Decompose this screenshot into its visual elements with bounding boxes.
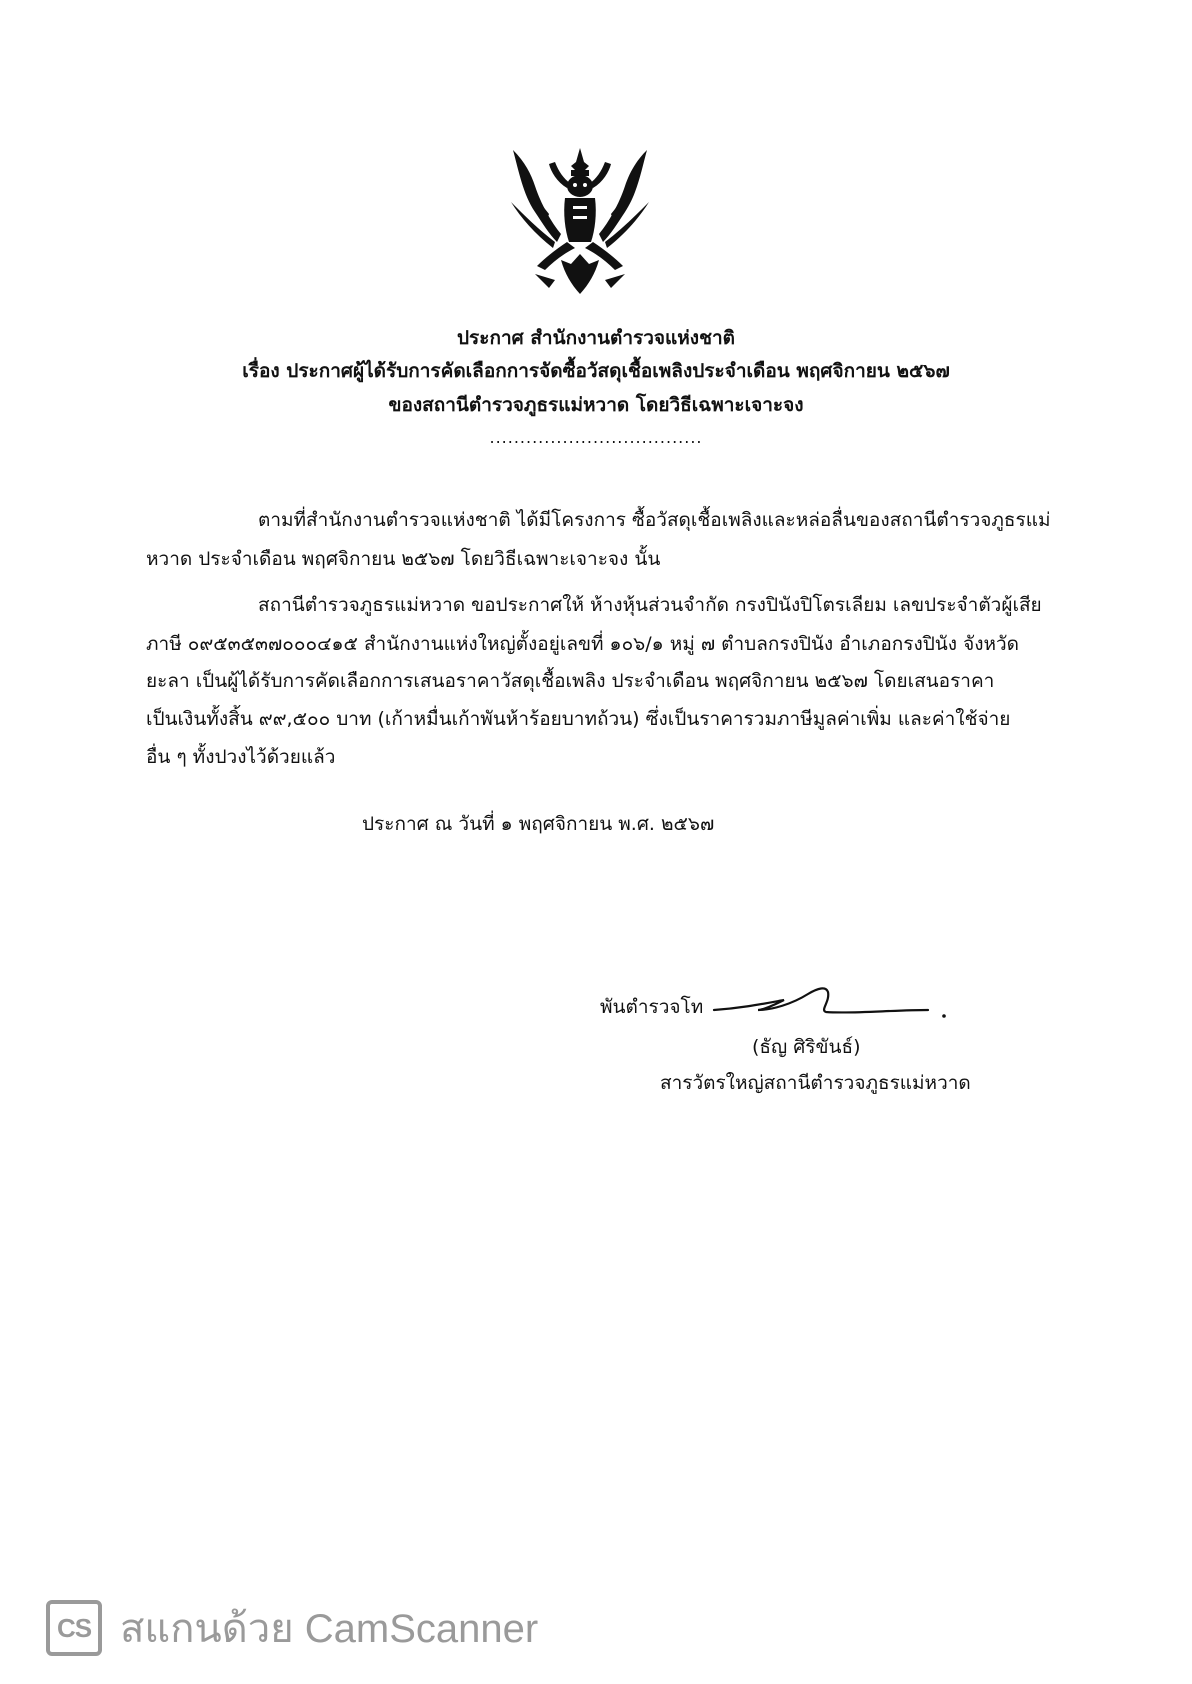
heading-divider: ................................... [489, 428, 703, 447]
signer-rank: พันตำรวจโท [600, 996, 704, 1018]
paragraph-2-line-5: อื่น ๆ ทั้งปวงไว้ด้วยแล้ว [146, 746, 336, 768]
signer-name: (ธัญ ศิริขันธ์) [752, 1036, 861, 1058]
paragraph-2-line-3: ยะลา เป็นผู้ได้รับการคัดเลือกการเสนอราคาวัสดุเชื้อเพลิง ประจำเดือน พฤศจิกายน ๒๕๖๗ โดยเสนอราคา [146, 670, 995, 692]
announcement-title: ประกาศ สำนักงานตำรวจแห่งชาติ [457, 327, 735, 349]
announcement-subject-continued: ของสถานีตำรวจภูธรแม่หวาด โดยวิธีเฉพาะเจาะจง [388, 394, 804, 416]
camscanner-logo-icon: CS [46, 1600, 102, 1656]
paragraph-1-line-2: หวาด ประจำเดือน พฤศจิกายน ๒๕๖๗ โดยวิธีเฉพาะเจาะจง นั้น [146, 548, 661, 570]
paragraph-2-line-2: ภาษี ๐๙๕๓๕๓๗๐๐๐๔๑๕ สำนักงานแห่งใหญ่ตั้งอยู่เลขที่ ๑๐๖/๑ หมู่ ๗ ตำบลกรงปินัง อำเภอกรงปินัง จังหวัด [146, 633, 1020, 655]
announcement-subject: เรื่อง ประกาศผู้ได้รับการคัดเลือกการจัดซื้อวัสดุเชื้อเพลิงประจำเดือน พฤศจิกายน ๒๕๖๗ [242, 360, 950, 382]
camscanner-watermark [46, 1598, 538, 1658]
watermark-text: สแกนด้วย CamScanner [120, 1607, 539, 1651]
paragraph-1-line-1: ตามที่สำนักงานตำรวจแห่งชาติ ได้มีโครงการ ซื้อวัสดุเชื้อเพลิงและหล่อลื่นของสถานีตำรวจภูธรแม่ [258, 509, 1051, 531]
garuda-emblem-icon [505, 142, 655, 302]
announcement-date: ประกาศ ณ วันที่ ๑ พฤศจิกายน พ.ศ. ๒๕๖๗ [362, 813, 715, 835]
paragraph-2-line-4: เป็นเงินทั้งสิ้น ๙๙,๕๐๐ บาท (เก้าหมื่นเก้าพันห้าร้อยบาทถ้วน) ซึ่งเป็นราคารวมภาษีมูลค่าเพิ่ม และค่าใช้จ่าย [146, 708, 1011, 730]
paragraph-2-line-1: สถานีตำรวจภูธรแม่หวาด ขอประกาศให้ ห้างหุ้นส่วนจำกัด กรงปินังปิโตรเลียม เลขประจำตัวผู้เสีย [258, 594, 1042, 616]
signer-position: สารวัตรใหญ่สถานีตำรวจภูธรแม่หวาด [660, 1072, 971, 1094]
handwritten-signature [712, 980, 952, 1022]
